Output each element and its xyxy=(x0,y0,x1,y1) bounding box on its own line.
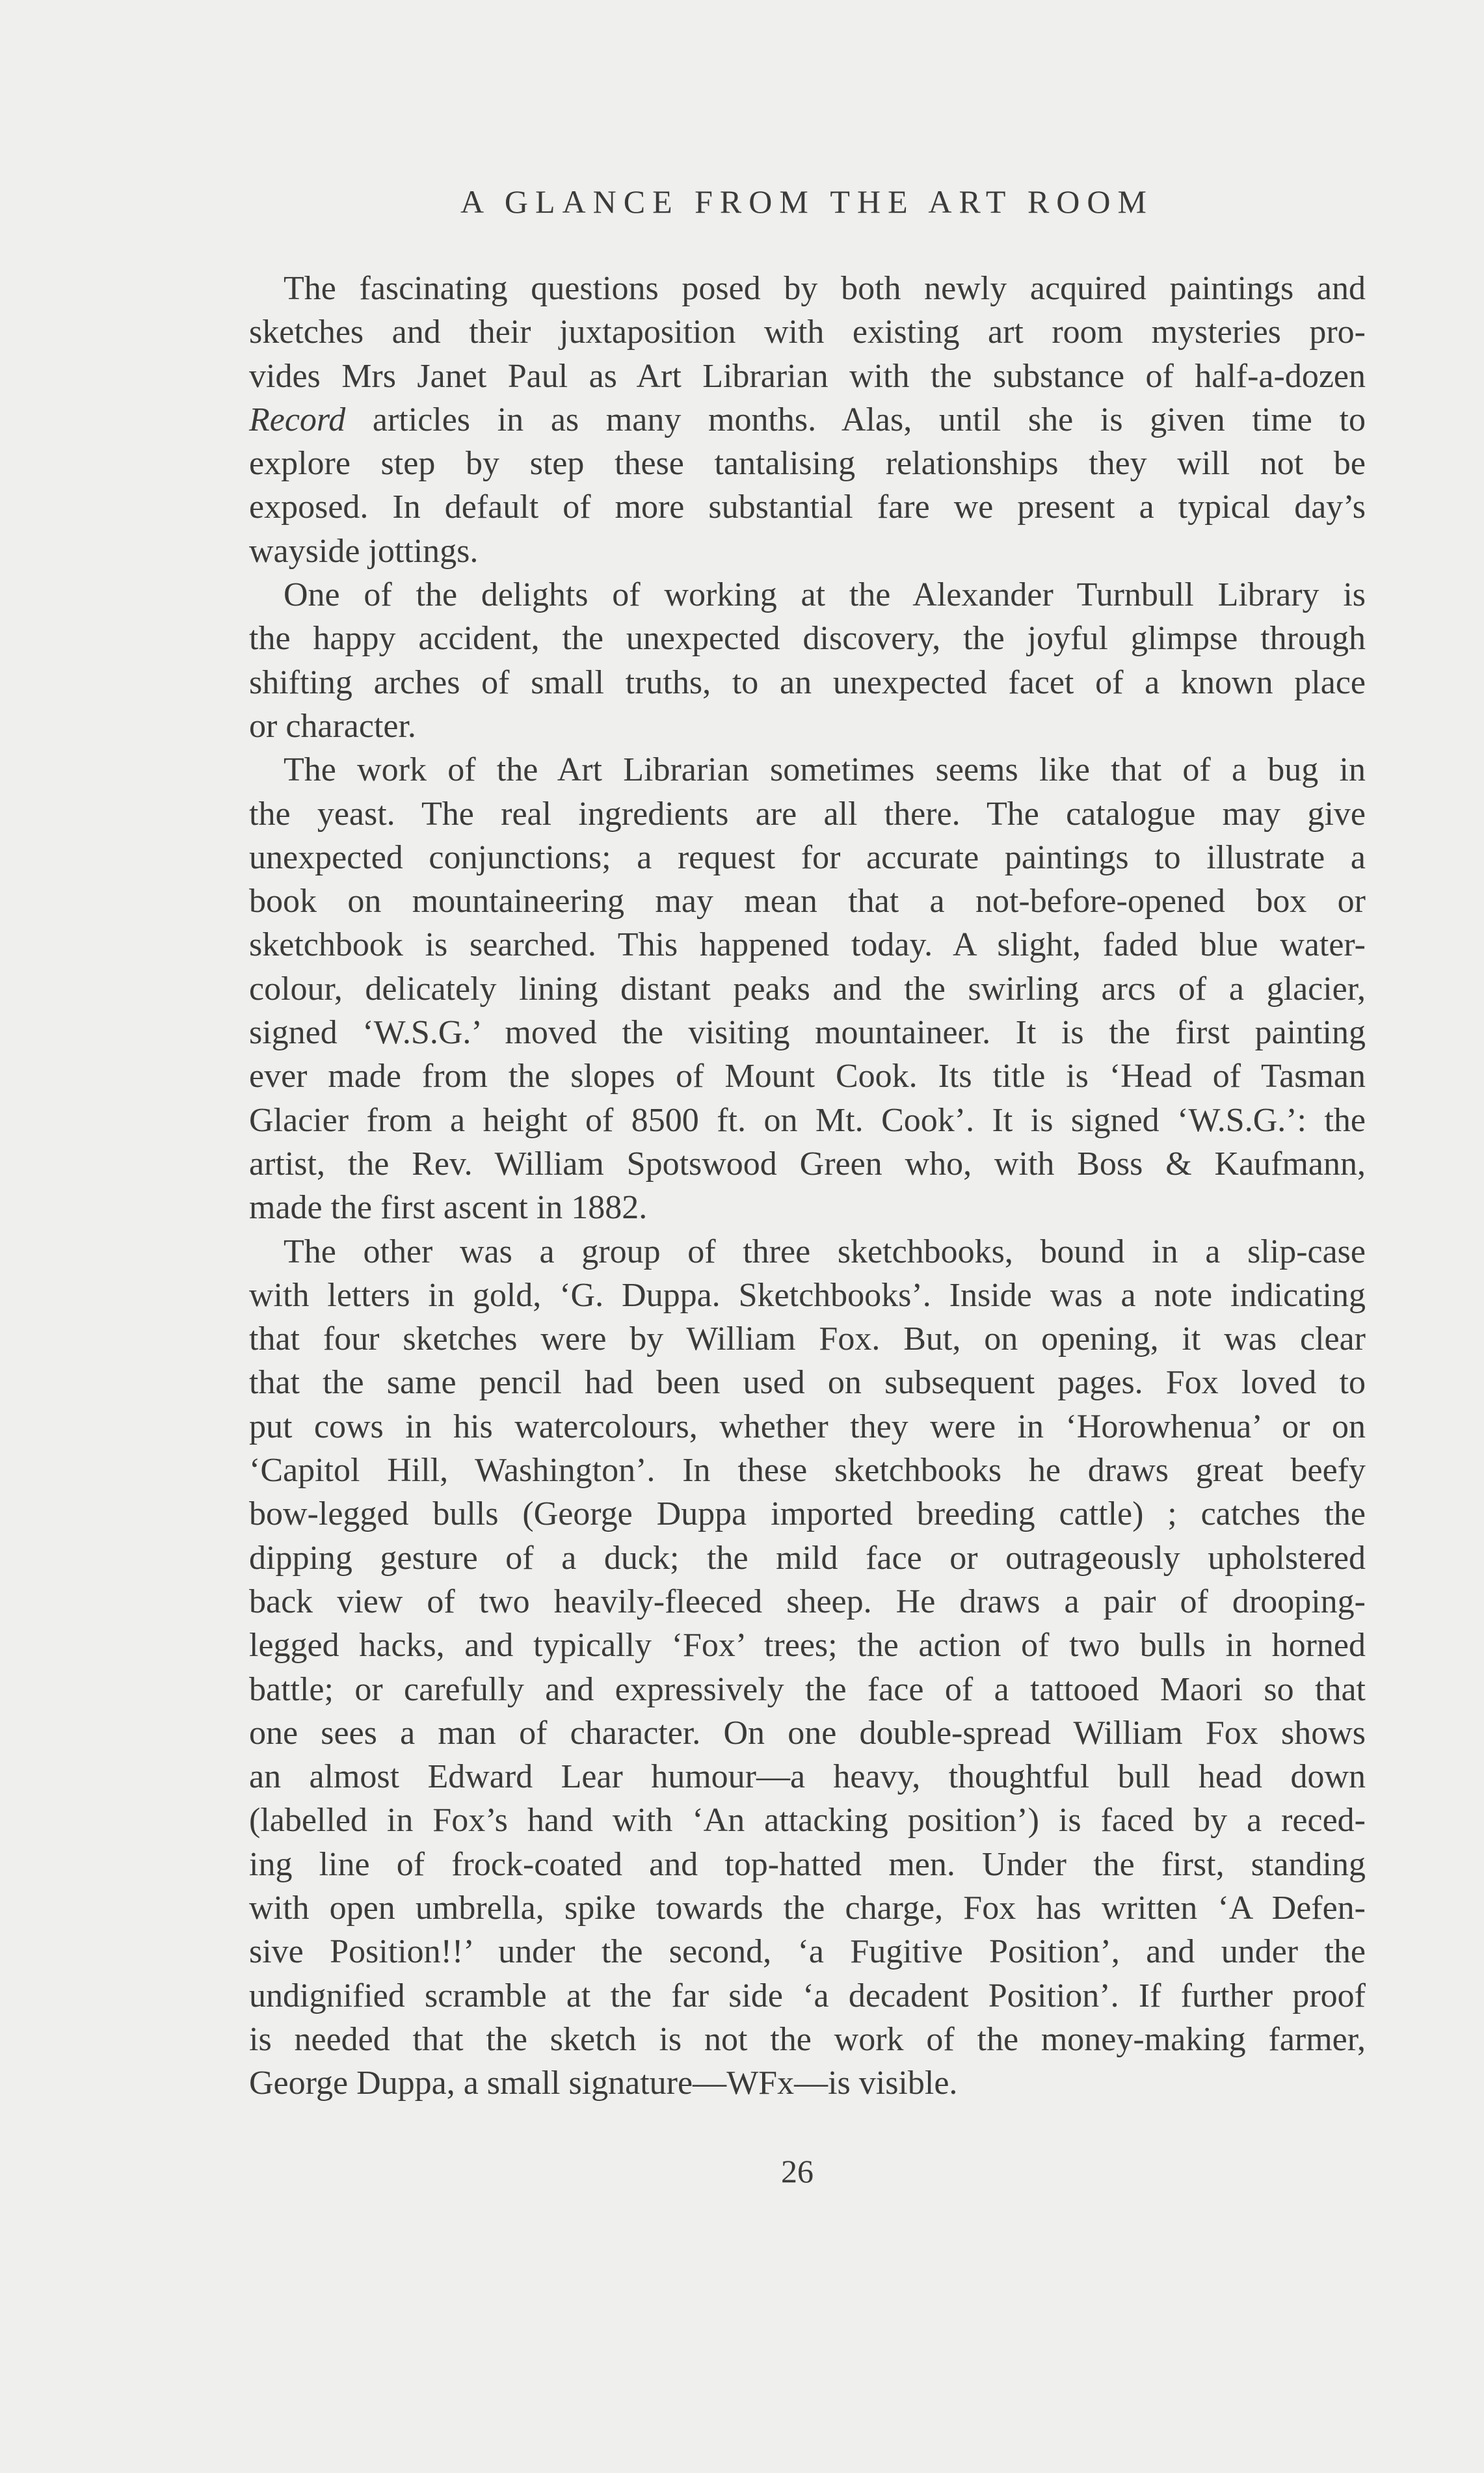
text-line: vides Mrs Janet Paul as Art Librarian with the substance of half-a-dozen xyxy=(249,357,1366,395)
text-line: wayside jottings. xyxy=(249,532,479,570)
text-line: artist, the Rev. William Spotswood Green who, with Boss & Kaufmann, xyxy=(249,1145,1366,1183)
text-line: an almost Edward Lear humour—a heavy, thoughtful bull head down xyxy=(249,1758,1366,1796)
text-line: with letters in gold, ‘G. Duppa. Sketchbooks’. Inside was a note indicating xyxy=(249,1276,1366,1314)
text-line: undignified scramble at the far side ‘a decadent Position’. If further proof xyxy=(249,1977,1366,2014)
text-line: that the same pencil had been used on subsequent pages. Fox loved to xyxy=(249,1364,1366,1402)
text-line: sive Position!!’ under the second, ‘a Fugitive Position’, and under the xyxy=(249,1933,1366,1971)
text-line: signed ‘W.S.G.’ moved the visiting mountaineer. It is the first painting xyxy=(249,1014,1366,1052)
text-line: One of the delights of working at the Alexander Turnbull Library is xyxy=(284,576,1366,614)
text-line: the yeast. The real ingredients are all there. The catalogue may give xyxy=(249,795,1366,833)
text-line: battle; or carefully and expressively the face of a tattooed Maori so that xyxy=(249,1670,1366,1708)
paragraph xyxy=(249,573,1366,748)
text-line: ‘Capitol Hill, Washington’. In these sketchbooks he draws great beefy xyxy=(249,1452,1366,1490)
text-line: legged hacks, and typically ‘Fox’ trees; the action of two bulls in horned xyxy=(249,1627,1366,1664)
text-line: back view of two heavily-fleeced sheep. He draws a pair of drooping- xyxy=(249,1583,1366,1620)
text-line xyxy=(249,398,1366,442)
text-line: one sees a man of character. On one double-spread William Fox shows xyxy=(249,1714,1366,1752)
text-line: exposed. In default of more substantial fare we present a typical day’s xyxy=(249,488,1366,526)
text-line: dipping gesture of a duck; the mild face or outrageously upholstered xyxy=(249,1539,1366,1577)
text-line: Glacier from a height of 8500 ft. on Mt. Cook’. It is signed ‘W.S.G.’: the xyxy=(249,1101,1366,1139)
italic-text: Record xyxy=(249,401,346,438)
text-line: or character. xyxy=(249,707,416,745)
text-line: that four sketches were by William Fox. But, on opening, it was clear xyxy=(249,1320,1366,1358)
text-line: the happy accident, the unexpected discovery, the joyful glimpse through xyxy=(249,620,1366,658)
text-line: unexpected conjunctions; a request for accurate paintings to illustrate a xyxy=(249,838,1366,876)
text-line: ing line of frock-coated and top-hatted men. Under the first, standing xyxy=(249,1845,1366,1883)
text-line: explore step by step these tantalising relationships they will not be xyxy=(249,445,1366,483)
text-line: is needed that the sketch is not the work of the money-making farmer, xyxy=(249,2020,1366,2058)
text-line: colour, delicately lining distant peaks and the swirling arcs of a glacier, xyxy=(249,970,1366,1008)
text-line: The other was a group of three sketchbooks, bound in a slip-case xyxy=(284,1233,1366,1270)
text-line: George Duppa, a small signature—WFx—is visible. xyxy=(249,2065,958,2102)
page-heading: A GLANCE FROM THE ART ROOM xyxy=(460,183,1154,220)
text-line: (labelled in Fox’s hand with ‘An attacking position’) is faced by a reced- xyxy=(249,1802,1366,1839)
article-body xyxy=(249,267,1366,2105)
text-line: with open umbrella, spike towards the charge, Fox has written ‘A Defen- xyxy=(249,1889,1366,1927)
text-line: made the first ascent in 1882. xyxy=(249,1189,648,1227)
text-line: The work of the Art Librarian sometimes seems like that of a bug in xyxy=(284,751,1366,789)
text-line: ever made from the slopes of Mount Cook. Its title is ‘Head of Tasman xyxy=(249,1058,1366,1095)
text-line: book on mountaineering may mean that a not-before-opened box or xyxy=(249,883,1366,920)
text-line: bow-legged bulls (George Duppa imported breeding cattle) ; catches the xyxy=(249,1495,1366,1533)
paragraph xyxy=(249,1230,1366,2105)
text-line: sketches and their juxtaposition with existing art room mysteries pro- xyxy=(249,314,1366,351)
paragraph xyxy=(249,748,1366,1229)
paragraph xyxy=(249,267,1366,573)
text-line: shifting arches of small truths, to an unexpected facet of a known place xyxy=(249,663,1366,701)
text-line: sketchbook is searched. This happened today. A slight, faded blue water- xyxy=(249,926,1366,964)
page-number: 26 xyxy=(781,2153,814,2189)
text-line: put cows in his watercolours, whether they were in ‘Horowhenua’ or on xyxy=(249,1408,1366,1445)
text-line: The fascinating questions posed by both newly acquired paintings and xyxy=(284,270,1366,307)
line-text: articles in as many months. Alas, until she is given time to xyxy=(345,401,1366,438)
